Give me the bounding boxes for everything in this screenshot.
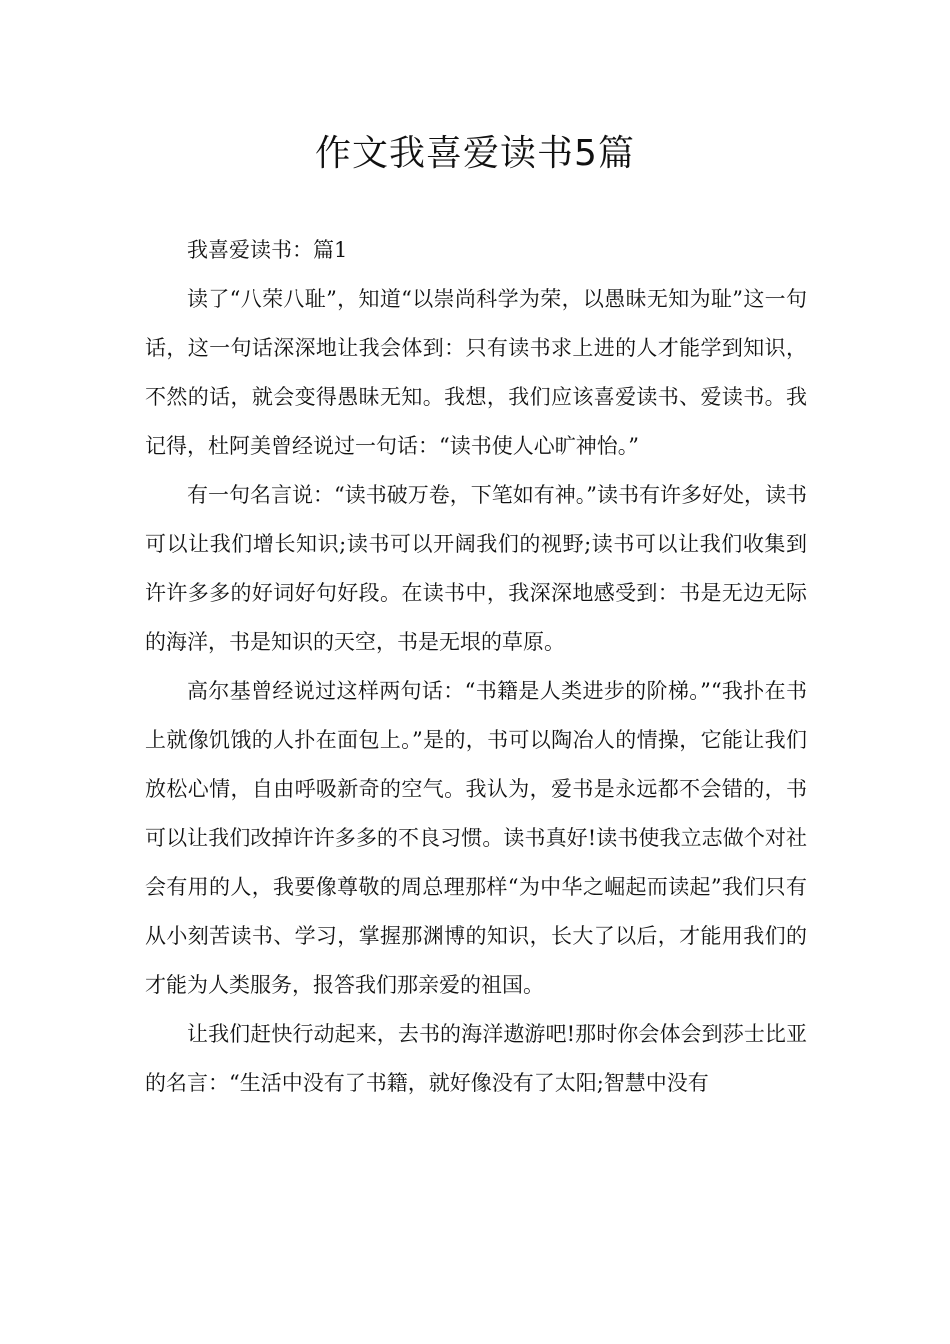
- paragraph: 读了“八荣八耻”，知道“以崇尚科学为荣，以愚昧无知为耻”这一句话，这一句话深深地让我会体到：只有读书求上进的人才能学到知识，不然的话，就会变得愚昧无知。我想，我们应该喜爱读书、爱读书。我记得，杜阿美曾经说过一句话：“读书使人心旷神怡。”: [145, 287, 807, 458]
- paragraph: 有一句名言说：“读书破万卷，下笔如有神。”读书有许多好处，读书可以让我们增长知识;读书可以开阔我们的视野;读书可以让我们收集到许许多多的好词好句好段。在读书中，我深深地感受到：书是无边无际的海洋，书是知识的天空，书是无垠的草原。: [145, 483, 807, 654]
- document-title: 作文我喜爱读书5篇: [315, 133, 635, 174]
- paragraph: 让我们赶快行动起来，去书的海洋遨游吧!那时你会体会到莎士比亚的名言：“生活中没有了书籍，就好像没有了太阳;智慧中没有: [145, 1022, 807, 1095]
- document-body: [145, 226, 807, 1108]
- section-heading: 我喜爱读书：篇1: [187, 238, 348, 262]
- paragraph: 高尔基曾经说过这样两句话：“书籍是人类进步的阶梯。”“我扑在书上就像饥饿的人扑在面包上。”是的，书可以陶冶人的情操，它能让我们放松心情，自由呼吸新奇的空气。我认为，爱书是永远都不会错的，书可以让我们改掉许许多多的不良习惯。读书真好!读书使我立志做个对社会有用的人，我要像尊敬的周总理那样“为中华之崛起而读起”我们只有从小刻苦读书、学习，掌握那渊博的知识，长大了以后，才能用我们的才能为人类服务，报答我们那亲爱的祖国。: [145, 679, 807, 997]
